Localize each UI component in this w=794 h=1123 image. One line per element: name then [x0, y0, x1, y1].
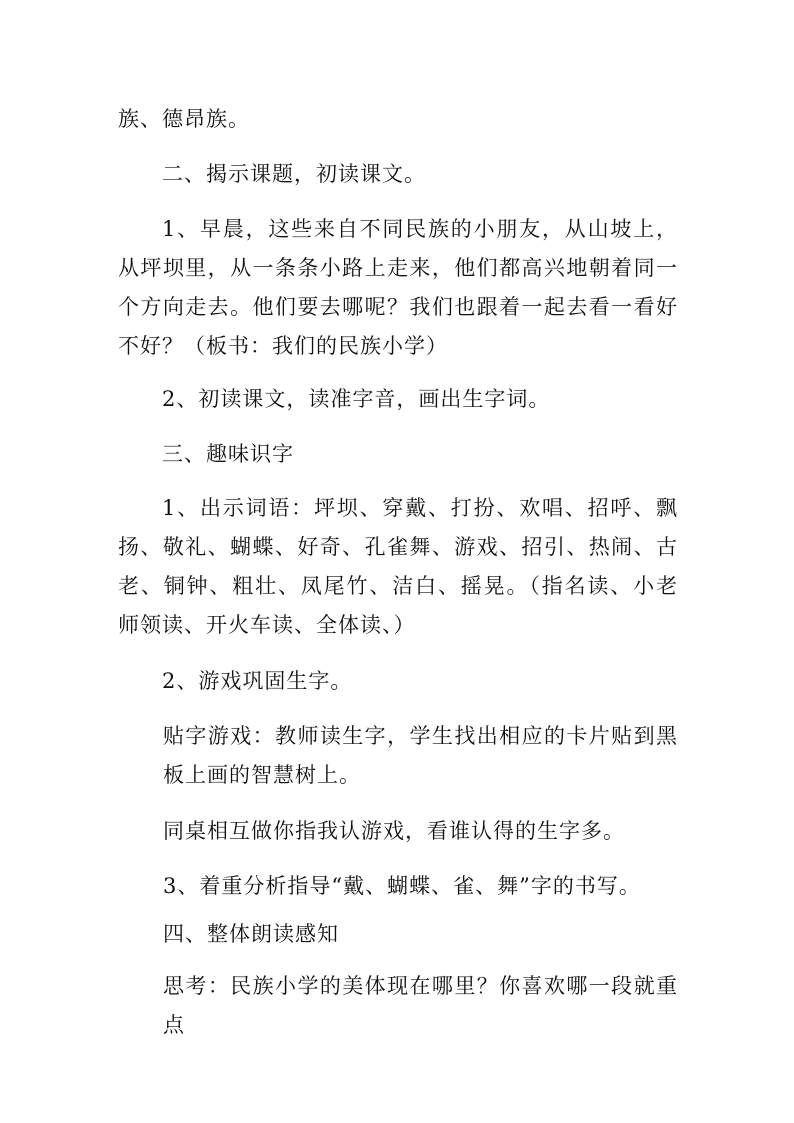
paragraph-continuation: 族、德昂族。 [118, 107, 250, 131]
section-heading-2: 二、揭示课题，初读课文。 [162, 162, 426, 186]
paragraph-writing-guide: 3、着重分析指导“戴、蝴蝶、雀、舞”字的书写。 [163, 874, 641, 898]
paragraph-game: 2、游戏巩固生字。 [162, 669, 353, 693]
paragraph-vocabulary: 1、出示词语：坪坝、穿戴、打扮、欢唱、招呼、飘扬、敬礼、蝴蝶、好奇、孔雀舞、游戏、招引、热闹、古老、铜钟、粗壮、凤尾竹、洁白、摇晃。（指名读、小老师领读、开火车读、全体读、） [118, 496, 678, 637]
paragraph-sticker-game: 贴字游戏：教师读生字，学生找出相应的卡片贴到黑板上画的智慧树上。 [163, 724, 678, 787]
paragraph-thinking: 思考：民族小学的美体现在哪里？你喜欢哪一段就重点 [163, 974, 678, 1037]
section-heading-3: 三、趣味识字 [162, 442, 294, 466]
paragraph-morning: 1、早晨，这些来自不同民族的小朋友，从山坡上，从坪坝里，从一条条小路上走来，他们都高兴地朝着同一个方向走去。他们要去哪呢？我们也跟着一起去看一看好不好？（板书：我们的民族小学） [118, 217, 678, 358]
section-heading-4: 四、整体朗读感知 [163, 922, 339, 946]
paragraph-first-reading: 2、初读课文，读准字音，画出生字词。 [162, 387, 551, 411]
paragraph-partner-game: 同桌相互做你指我认游戏，看谁认得的生字多。 [163, 819, 625, 843]
